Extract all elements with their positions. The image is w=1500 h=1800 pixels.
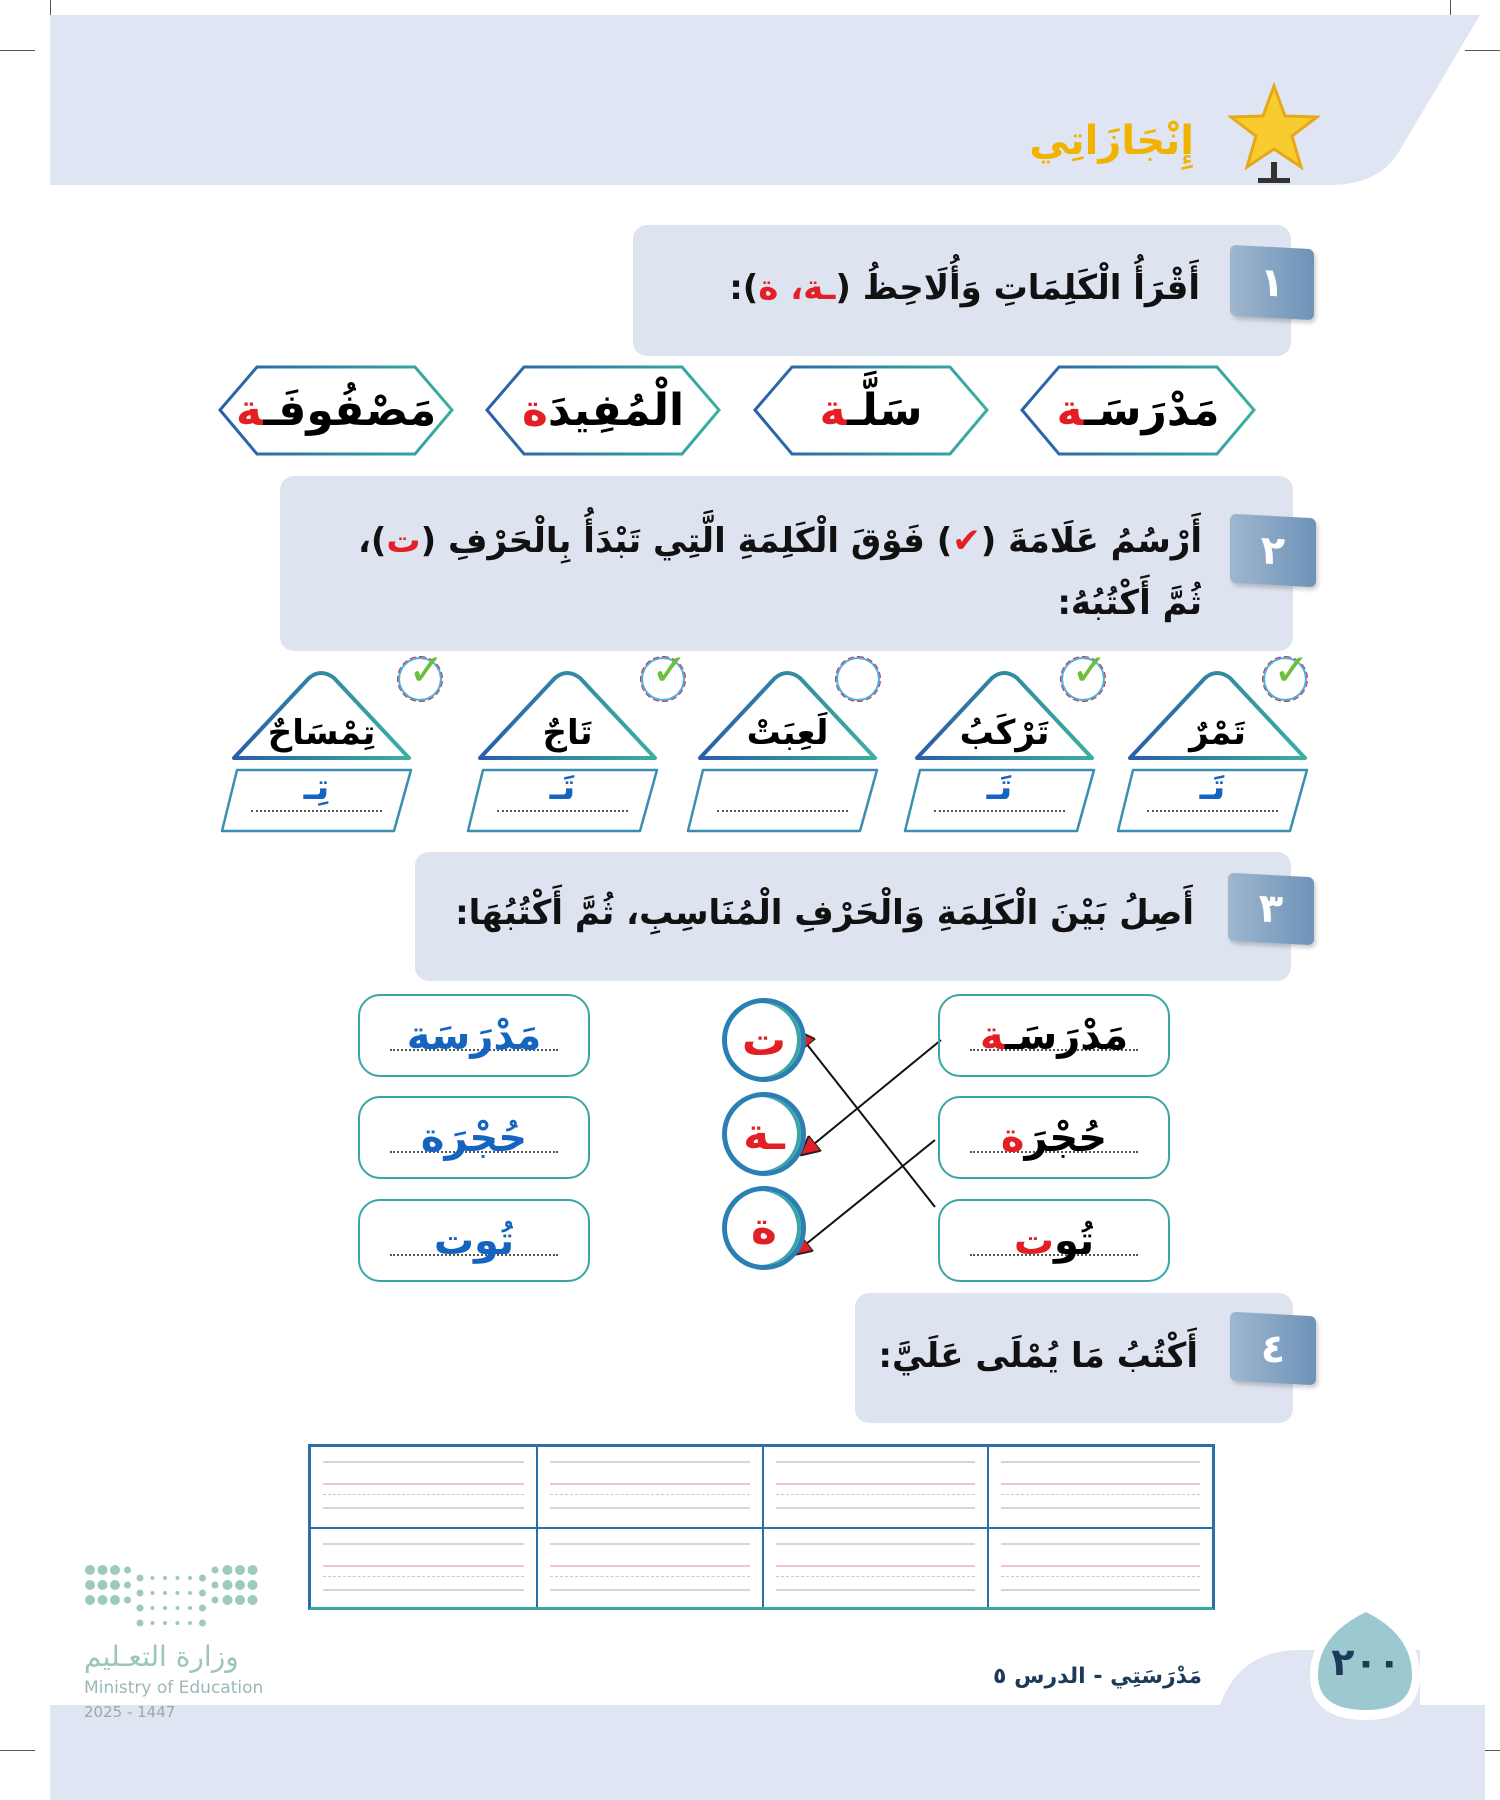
word-ending: ة [521,385,548,436]
question-4-text: أَكْتُبُ مَا يُمْلَى عَلَيَّ: [878,1336,1198,1376]
word-ending: ة [235,385,263,436]
match-word-box[interactable] [938,994,1170,1077]
triangle-word: لَعِبَتْ [746,713,829,753]
checkmark-icon: ✓ [1273,645,1310,696]
ministry-logo-icon [84,1562,264,1628]
question-1-text: أَقْرَأُ الْكَلِمَاتِ وَأُلَاحِظُ (ـة، ة): [729,268,1200,308]
match-line [803,1040,941,1153]
answer-word: حُجْرَة [420,1114,528,1161]
word-stem: سَلَّـ [846,385,923,436]
letter-circle[interactable]: ـة [722,1092,806,1176]
writing-cell[interactable] [536,1447,761,1527]
word-ending: ة [819,385,847,436]
answer-letter: تِـ [303,767,330,808]
question-number-1: ١ [1230,245,1314,320]
writing-cell[interactable] [311,1447,536,1527]
match-word-box[interactable] [938,1199,1170,1282]
checkmark-icon: ✓ [408,645,445,696]
question-3-text: أَصِلُ بَيْنَ الْكَلِمَةِ وَالْحَرْفِ الْمُنَاسِبِ، ثُمَّ أَكْتُبُهَا: [455,893,1194,933]
word-ending: ة [1056,385,1084,436]
answer-letter: تَـ [986,767,1013,808]
checkmark-icon: ✓ [651,645,688,696]
answer-letter: تَـ [549,767,576,808]
word-ending: ة [1000,1114,1025,1161]
ministry-name-en: Ministry of Education [84,1678,264,1698]
writing-cell[interactable] [987,1447,1212,1527]
word-ending: ة [979,1012,1005,1059]
answer-word: مَدْرَسَة [406,1012,542,1059]
word-ending: ت [1013,1217,1055,1264]
checkmark-icon: ✓ [1071,645,1108,696]
question-number-3: ٣ [1228,873,1314,946]
match-line [795,1140,935,1253]
ministry-name-ar: وزارة التعـليم [84,1640,239,1673]
answer-word-box[interactable] [358,1199,590,1282]
writing-cell[interactable] [762,1447,987,1527]
question-number-2: ٢ [1230,514,1316,588]
word-stem: حُجْرَ [1024,1114,1108,1161]
match-word-box[interactable] [938,1096,1170,1179]
lesson-label: مَدْرَسَتِي - الدرس ٥ [993,1664,1202,1689]
letter-circle[interactable]: ة [722,1186,806,1270]
triangle-word: تِمْسَاحٌ [267,713,376,753]
word-stem: الْمُفِيدَ [547,385,685,436]
page-title: إِنْجَازَاتِي [1029,118,1194,164]
answer-word-box[interactable] [358,994,590,1077]
page-number: ٢٠٠ [1331,1640,1401,1684]
word-stem: مَدْرَسَـ [1083,385,1220,436]
letter-circle[interactable]: ت [722,998,806,1082]
match-line [798,1033,935,1207]
triangle-word: تَمْرٌ [1189,713,1246,753]
word-stem: تُو [1054,1217,1095,1264]
year-label: 2025 - 1447 [84,1703,176,1721]
question-2-text: أَرْسُمُ عَلَامَةَ (✔) فَوْقَ الْكَلِمَةِ الَّتِي تَبْدَأُ بِالْحَرْفِ (ت)، ثُمَّ أَكْتُبُهُ: [357,521,1202,623]
answer-letter: تَـ [1199,767,1226,808]
answer-word: تُوت [433,1217,515,1264]
triangle-word: تَرْكَبُ [959,713,1050,753]
answer-word-box[interactable] [358,1096,590,1179]
question-number-4: ٤ [1230,1312,1316,1386]
triangle-word: تَاجٌ [542,713,593,753]
word-stem: مَصْفُوفَـ [262,385,437,436]
word-stem: مَدْرَسَـ [1004,1012,1129,1059]
